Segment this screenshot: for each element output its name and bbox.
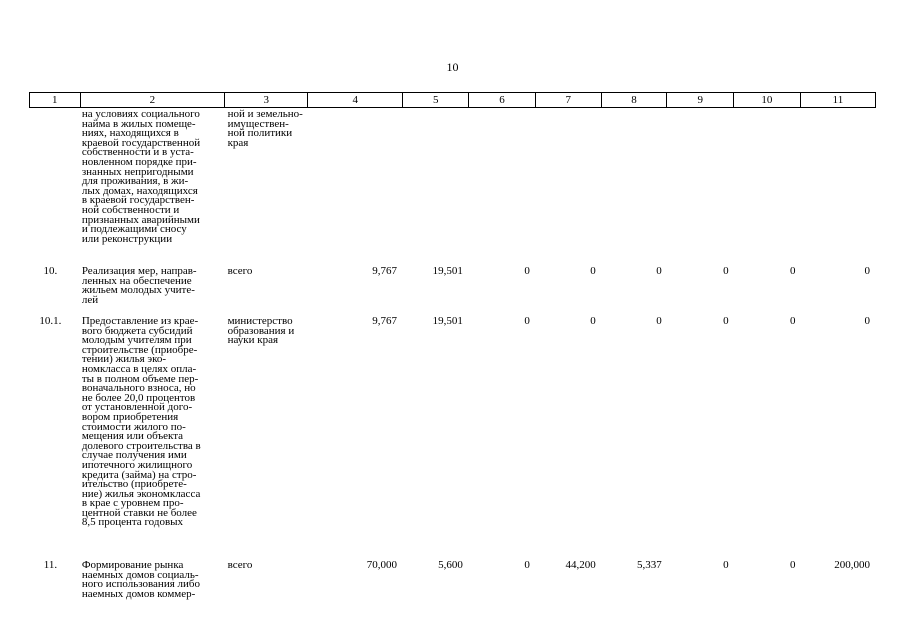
- row-name: Реализация мер, направ- ленных на обеспечение жильем молодых учите- лей: [81, 265, 197, 306]
- row-value-col11: 0: [864, 315, 871, 327]
- row-value-col10: 0: [790, 559, 796, 571]
- row-value-col4: 70,000: [366, 559, 397, 571]
- row-value-col6: 0: [524, 559, 530, 571]
- row-value-col6: [469, 110, 536, 244]
- header-col-8: 8: [602, 93, 668, 107]
- row-value-col8: 0: [656, 265, 662, 277]
- row-value-col5: 19,501: [432, 315, 463, 327]
- page-number: 10: [446, 60, 459, 74]
- row-value-col7: 0: [590, 315, 596, 327]
- header-col-5: 5: [403, 93, 469, 107]
- row-value-col6: 0: [524, 315, 530, 327]
- row-value-col8: [602, 110, 668, 244]
- row-number: 10.1.: [39, 315, 62, 327]
- row-number: 11.: [43, 559, 58, 571]
- row-name: Предоставление из крае- вого бюджета субсидий молодым учителям при строительстве (приобре- тении) жилья эко- номкласса в целях опла- ты в полном объеме пер- воначального взноса, но не более 20,0 процентов от установленной дого- вором приобретения стоимости жилого по- мещения или объекта долевого строительства в случае получения ими ипотечного жилищного кредита (займа) на стро- ительство (приобрете- ние) жилья экономкласса в крае с уровнем про- центной ставки не более 8,5 процента годовых: [81, 315, 201, 529]
- table-row: [29, 317, 876, 528]
- row-value-col5: 19,501: [432, 265, 463, 277]
- table-row: [29, 561, 876, 599]
- row-value-col10: [735, 110, 802, 244]
- row-value-col9: [668, 110, 735, 244]
- row-name: Формирование рынка наемных домов социаль- ного использования либо наемных домов коммер-: [81, 559, 200, 600]
- header-col-9: 9: [667, 93, 734, 107]
- row-executor: ной и земельно- имуществен- ной политики края: [227, 108, 303, 149]
- row-value-col9: 0: [723, 315, 729, 327]
- header-col-1: 1: [30, 93, 81, 107]
- row-value-col6: 0: [524, 265, 530, 277]
- row-value-col10: 0: [790, 315, 796, 327]
- row-value-col9: 0: [723, 265, 729, 277]
- row-name: на условиях социального найма в жилых помеще- ниях, находящихся в краевой государственной собственности и в уста- новленном порядке при- знанных непригодными для проживания, в жи- лых домах, находящихся в краевой государствен- ной собственности и признанных аварийными и подлежащими сносу или реконструкции: [81, 108, 201, 245]
- row-value-col11: 0: [864, 265, 871, 277]
- table-row: [29, 110, 876, 244]
- header-col-4: 4: [308, 93, 403, 107]
- row-number: [29, 110, 80, 244]
- header-col-6: 6: [469, 93, 536, 107]
- row-value-col8: 5,337: [636, 559, 662, 571]
- table-row: [29, 267, 876, 305]
- row-value-col4: 9,767: [372, 265, 397, 277]
- row-value-col7: [536, 110, 602, 244]
- table-header-row: [29, 92, 876, 108]
- header-col-10: 10: [734, 93, 801, 107]
- row-value-col7: 0: [590, 265, 596, 277]
- row-value-col8: 0: [656, 315, 662, 327]
- row-value-col5: [403, 110, 469, 244]
- row-number: 10.: [43, 265, 58, 277]
- row-executor: всего: [227, 265, 253, 277]
- row-value-col11: 200,000: [834, 559, 871, 571]
- header-col-3: 3: [225, 93, 308, 107]
- header-col-7: 7: [536, 93, 602, 107]
- row-value-col4: 9,767: [372, 315, 397, 327]
- row-value-col7: 44,200: [565, 559, 596, 571]
- row-value-col10: 0: [790, 265, 796, 277]
- row-value-col9: 0: [723, 559, 729, 571]
- row-value-col11: [802, 110, 877, 244]
- row-value-col5: 5,600: [438, 559, 463, 571]
- header-col-11: 11: [832, 94, 844, 106]
- row-value-col4: [308, 110, 403, 244]
- header-col-2: 2: [81, 93, 226, 107]
- row-executor: министерство образования и науки края: [227, 315, 295, 347]
- row-executor: всего: [227, 559, 253, 571]
